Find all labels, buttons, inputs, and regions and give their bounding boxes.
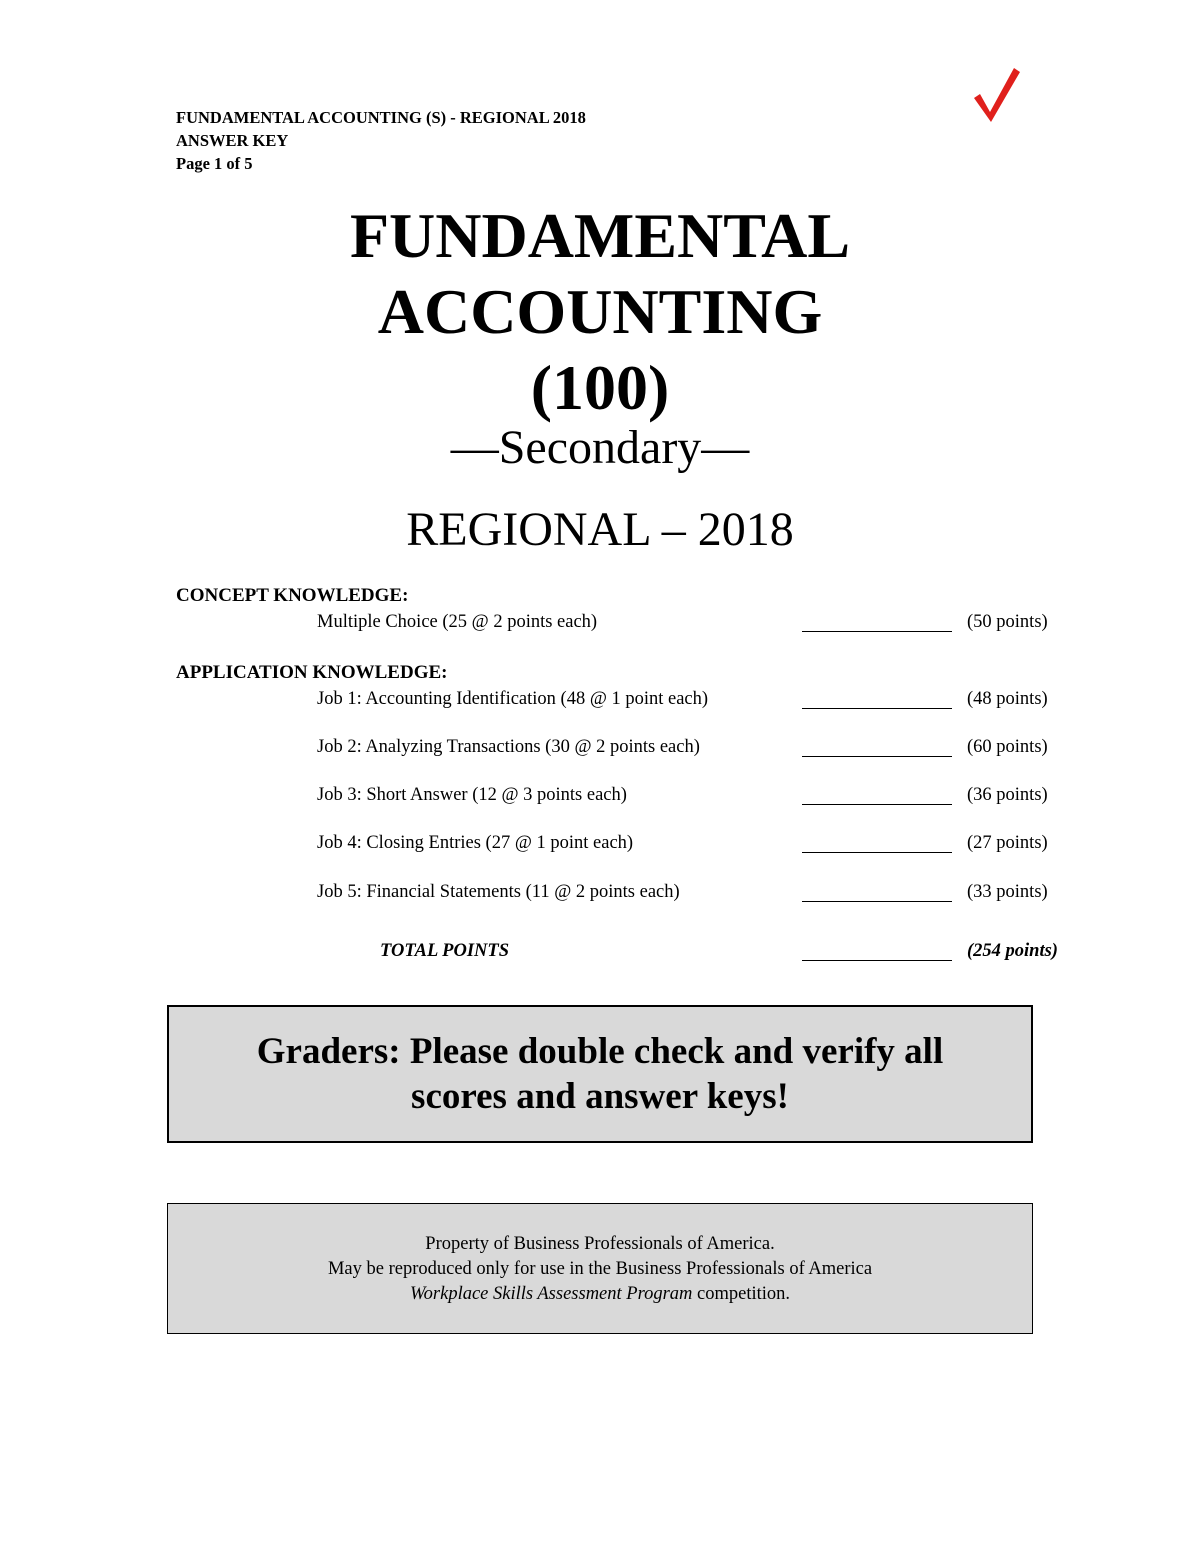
score-row-label: Job 4: Closing Entries (27 @ 1 point each) — [317, 833, 634, 853]
score-row — [0, 737, 1200, 761]
title-line-3: (100) — [530, 352, 670, 423]
total-points: (254 points) — [967, 941, 1058, 961]
score-row-points: (60 points) — [967, 737, 1048, 757]
graders-notice-line-2: scores and answer keys! — [411, 1076, 789, 1117]
score-row — [0, 833, 1200, 857]
score-row-points: (50 points) — [967, 612, 1048, 632]
score-blank-line — [802, 901, 952, 902]
page-header — [176, 106, 586, 175]
property-notice-line-3 — [168, 1282, 1032, 1307]
property-notice-line-1: Property of Business Professionals of America. — [425, 1234, 775, 1254]
title-line-1: FUNDAMENTAL — [349, 200, 851, 271]
checkmark-icon — [970, 64, 1022, 126]
score-row-label: Job 3: Short Answer (12 @ 3 points each) — [317, 785, 627, 805]
property-notice-box — [167, 1203, 1033, 1334]
total-row — [0, 941, 1200, 965]
score-row-label: Job 5: Financial Statements (11 @ 2 points each) — [317, 882, 680, 902]
score-blank-line — [802, 708, 952, 709]
score-blank-line — [802, 852, 952, 853]
score-row — [0, 689, 1200, 713]
score-row — [0, 785, 1200, 809]
total-label: TOTAL POINTS — [380, 941, 509, 961]
property-notice-line-2: May be reproduced only for use in the Business Professionals of America — [327, 1259, 873, 1279]
graders-notice-box — [167, 1005, 1033, 1143]
property-notice-suffix: competition. — [692, 1284, 791, 1304]
event-label: REGIONAL – 2018 — [406, 503, 794, 556]
title-line-2: ACCOUNTING — [377, 276, 823, 347]
application-heading: APPLICATION KNOWLEDGE: — [176, 662, 448, 683]
score-row — [0, 882, 1200, 906]
score-row-points: (27 points) — [967, 833, 1048, 853]
score-row-label: Job 1: Accounting Identification (48 @ 1 point each) — [317, 689, 709, 709]
score-row-points: (36 points) — [967, 785, 1048, 805]
header-subtitle: ANSWER KEY — [176, 131, 289, 150]
score-row-points: (48 points) — [967, 689, 1048, 709]
score-row-points: (33 points) — [967, 882, 1048, 902]
graders-notice-line-1: Graders: Please double check and verify all — [256, 1031, 944, 1072]
header-title: FUNDAMENTAL ACCOUNTING (S) - REGIONAL 2018 — [176, 108, 586, 127]
concept-heading: CONCEPT KNOWLEDGE: — [176, 585, 409, 606]
score-row — [0, 612, 1200, 636]
score-blank-line — [802, 960, 952, 961]
score-blank-line — [802, 756, 952, 757]
score-row-label: Job 2: Analyzing Transactions (30 @ 2 points each) — [317, 737, 700, 757]
program-name: Workplace Skills Assessment Program — [409, 1284, 693, 1304]
header-page-number: Page 1 of 5 — [176, 154, 253, 173]
score-blank-line — [802, 804, 952, 805]
score-row-label: Multiple Choice (25 @ 2 points each) — [317, 612, 598, 632]
level-label: —Secondary— — [450, 421, 750, 474]
score-blank-line — [802, 631, 952, 632]
